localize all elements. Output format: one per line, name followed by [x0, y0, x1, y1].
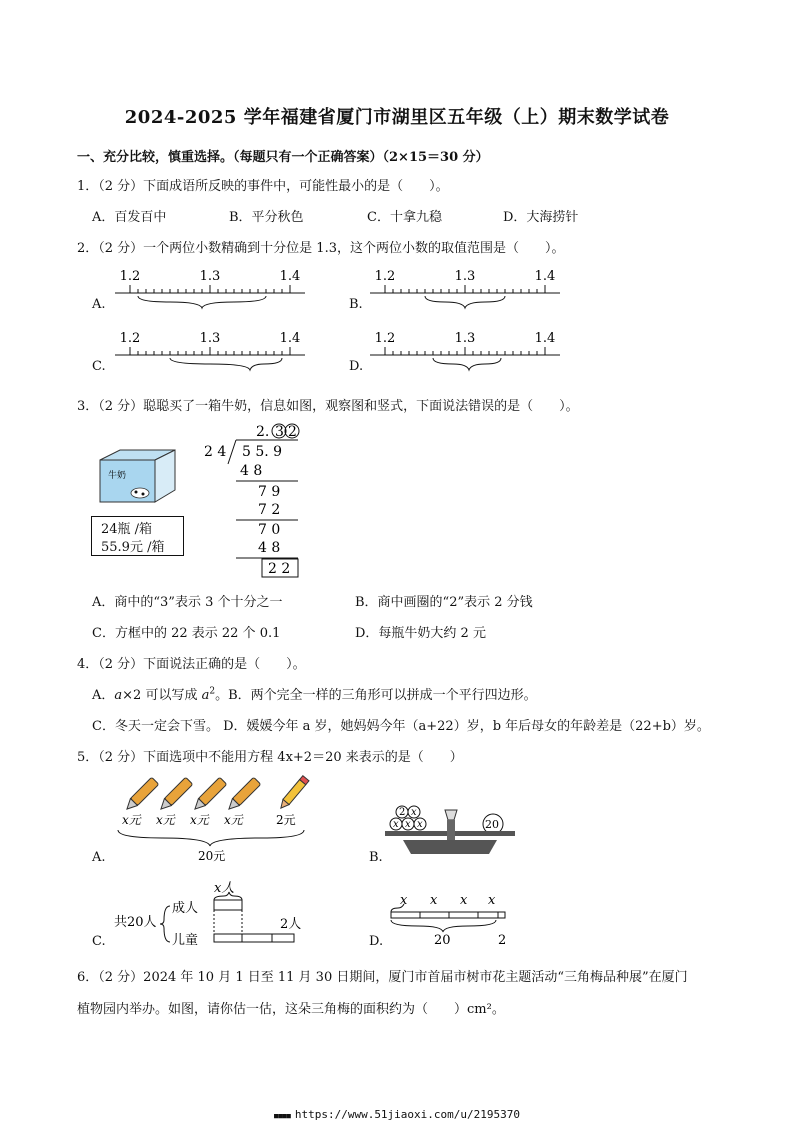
q5-option-c[interactable]: C. [92, 934, 106, 949]
question-1-stem: 1．（2 分）下面成语所反映的事件中，可能性最小的是（ ）。 [77, 179, 449, 194]
section-heading: 一、充分比较，慎重选择。（每题只有一个正确答案）（2×15＝30 分） [77, 150, 489, 165]
q4-a-prefix: A． [92, 688, 115, 703]
question-3-stem: 3．（2 分）聪聪买了一箱牛奶，信息如图，观察图和竖式，下面说法错误的是（ ）。 [77, 399, 579, 414]
pen-price-label: x元 [224, 813, 243, 827]
weight-2: 2 [399, 807, 406, 818]
divisor: 2 4 [204, 444, 227, 460]
fountain-pen-icon [123, 777, 158, 812]
pen-price-label: x元 [122, 813, 141, 827]
q2-option-d[interactable]: D. [349, 359, 364, 374]
total-price-label: 20元 [198, 849, 226, 863]
q5-a-pens-diagram [112, 772, 317, 864]
q5-b-balance-scale [385, 802, 520, 862]
q3-option-b[interactable]: B．商中画圈的“2”表示 2 分钱 [355, 595, 533, 610]
division-row-3: 7 2 [258, 502, 281, 518]
range-brace [170, 358, 282, 370]
pen-price-label: x元 [156, 813, 175, 827]
adult-label: 成人 [172, 901, 199, 916]
range-brace [425, 296, 505, 308]
weight-x: x [393, 819, 399, 830]
tick-label-1-2: 1.2 [119, 269, 141, 284]
q3-option-c[interactable]: C．方框中的 22 表示 22 个 0.1 [92, 626, 281, 641]
question-4-stem: 4．（2 分）下面说法正确的是（ ）。 [77, 657, 306, 672]
q4-option-c-d[interactable]: C．冬天一定会下雪。 D．媛媛今年 a 岁，她妈妈今年（a+22）岁，b 年后母女的年龄差是（22+b）岁。 [92, 719, 710, 734]
footer-url[interactable] [0, 1108, 794, 1121]
q5-option-d[interactable]: D. [369, 934, 384, 949]
number-line-c [110, 328, 310, 372]
pencil-icon [278, 776, 309, 811]
q4-a-square-exponent: 2 [209, 686, 216, 697]
q1-option-c[interactable]: C．十拿九稳 [367, 210, 442, 225]
child-2-label: 2人 [280, 917, 302, 932]
remainder-box: 2 2 [268, 561, 291, 577]
pencil-price-label: 2元 [276, 813, 296, 827]
segment-x: x [488, 893, 496, 908]
range-brace [138, 296, 266, 308]
division-row-2: 7 9 [258, 484, 281, 500]
q4-option-a-b[interactable] [92, 684, 537, 703]
cow-icon [131, 488, 149, 498]
q2-option-a[interactable]: A. [92, 297, 106, 312]
milk-box-image [90, 448, 185, 506]
q4-a-square-base: a [201, 688, 210, 703]
question-5-stem: 5．（2 分）下面选项中不能用方程 4x+2＝20 来表示的是（ ） [77, 750, 463, 765]
tick-label-1-3: 1.3 [199, 269, 221, 284]
tick-label-1-3: 1.3 [199, 331, 221, 346]
adult-x-label: x人 [214, 881, 235, 896]
tick-label-1-4: 1.4 [534, 331, 556, 346]
tick-label-1-2: 1.2 [374, 269, 396, 284]
page-title: 2024-2025 学年福建省厦门市湖里区五年级（上）期末数学试卷 [124, 107, 670, 128]
question-6-line-1: 6．（2 分）2024 年 10 月 1 日至 11 月 30 日期间，厦门市首届市树市花主题活动“三角梅品种展”在厦门 [77, 970, 688, 985]
q1-option-b[interactable]: B．平分秋色 [229, 210, 304, 225]
tick-label-1-3: 1.3 [454, 269, 476, 284]
long-division [198, 420, 308, 580]
milk-info-price: 55.9元 /箱 [101, 540, 165, 555]
q1-option-a[interactable]: A．百发百中 [92, 210, 167, 225]
q1-option-d[interactable]: D．大海捞针 [503, 210, 579, 225]
quotient-digit-2: 2 [288, 424, 297, 440]
dividend: 5 5. 9 [242, 444, 283, 460]
q2-option-c[interactable]: C. [92, 359, 106, 374]
child-label: 儿童 [172, 933, 199, 948]
tick-label-1-4: 1.4 [279, 269, 301, 284]
milk-info-bottles: 24瓶 /箱 [101, 522, 153, 537]
q3-option-a[interactable]: A．商中的“3”表示 3 个十分之一 [92, 595, 283, 610]
pen-price-label: x元 [190, 813, 209, 827]
number-line-a [110, 266, 310, 310]
division-row-4: 7 0 [258, 522, 281, 538]
q4-a-variable: a [114, 688, 123, 703]
question-2-stem: 2．（2 分）一个两位小数精确到十分位是 1.3，这个两位小数的取值范围是（ ）。 [77, 241, 565, 256]
tick-label-1-2: 1.2 [119, 331, 141, 346]
range-brace [433, 358, 501, 370]
extra-2-label: 2 [498, 933, 507, 948]
weight-x: x [411, 807, 417, 818]
segment-x: x [460, 893, 468, 908]
milk-box-label: 牛奶 [108, 471, 127, 481]
quotient-digit-3: 3 [275, 424, 284, 440]
q4-a-suffix: 。B．两个完全一样的三角形可以拼成一个平行四边形。 [215, 688, 537, 703]
q5-c-people-diagram [112, 876, 307, 948]
footer-link[interactable]: https://www.51jiaoxi.com/u/2195370 [294, 1108, 521, 1121]
quotient-integer: 2. [256, 424, 270, 440]
q3-option-d[interactable]: D．每瓶牛奶大约 2 元 [355, 626, 486, 641]
question-6-line-2: 植物园内举办。如图，请你估一估，这朵三角梅的面积约为（ ）cm²。 [77, 1002, 505, 1017]
division-row-5: 4 8 [258, 540, 281, 556]
q5-d-segment-diagram [388, 890, 513, 950]
footer-prefix: ■■■■ [273, 1112, 291, 1120]
weight-x: x [405, 819, 411, 830]
total-20-label: 20 [434, 933, 451, 948]
q2-option-b[interactable]: B. [349, 297, 363, 312]
tick-label-1-4: 1.4 [279, 331, 301, 346]
q5-option-a[interactable]: A. [92, 850, 106, 865]
division-row-1: 4 8 [240, 463, 263, 479]
q4-a-middle: ×2 可以写成 [122, 688, 202, 703]
tick-label-1-4: 1.4 [534, 269, 556, 284]
weight-x: x [417, 819, 423, 830]
segment-x: x [430, 893, 438, 908]
weight-20: 20 [485, 818, 499, 831]
total-people-label: 共20人 [114, 915, 157, 930]
segment-x: x [400, 893, 408, 908]
number-line-d [365, 328, 565, 372]
q5-option-b[interactable]: B. [369, 850, 383, 865]
tick-label-1-3: 1.3 [454, 331, 476, 346]
tick-label-1-2: 1.2 [374, 331, 396, 346]
number-line-b [365, 266, 565, 310]
